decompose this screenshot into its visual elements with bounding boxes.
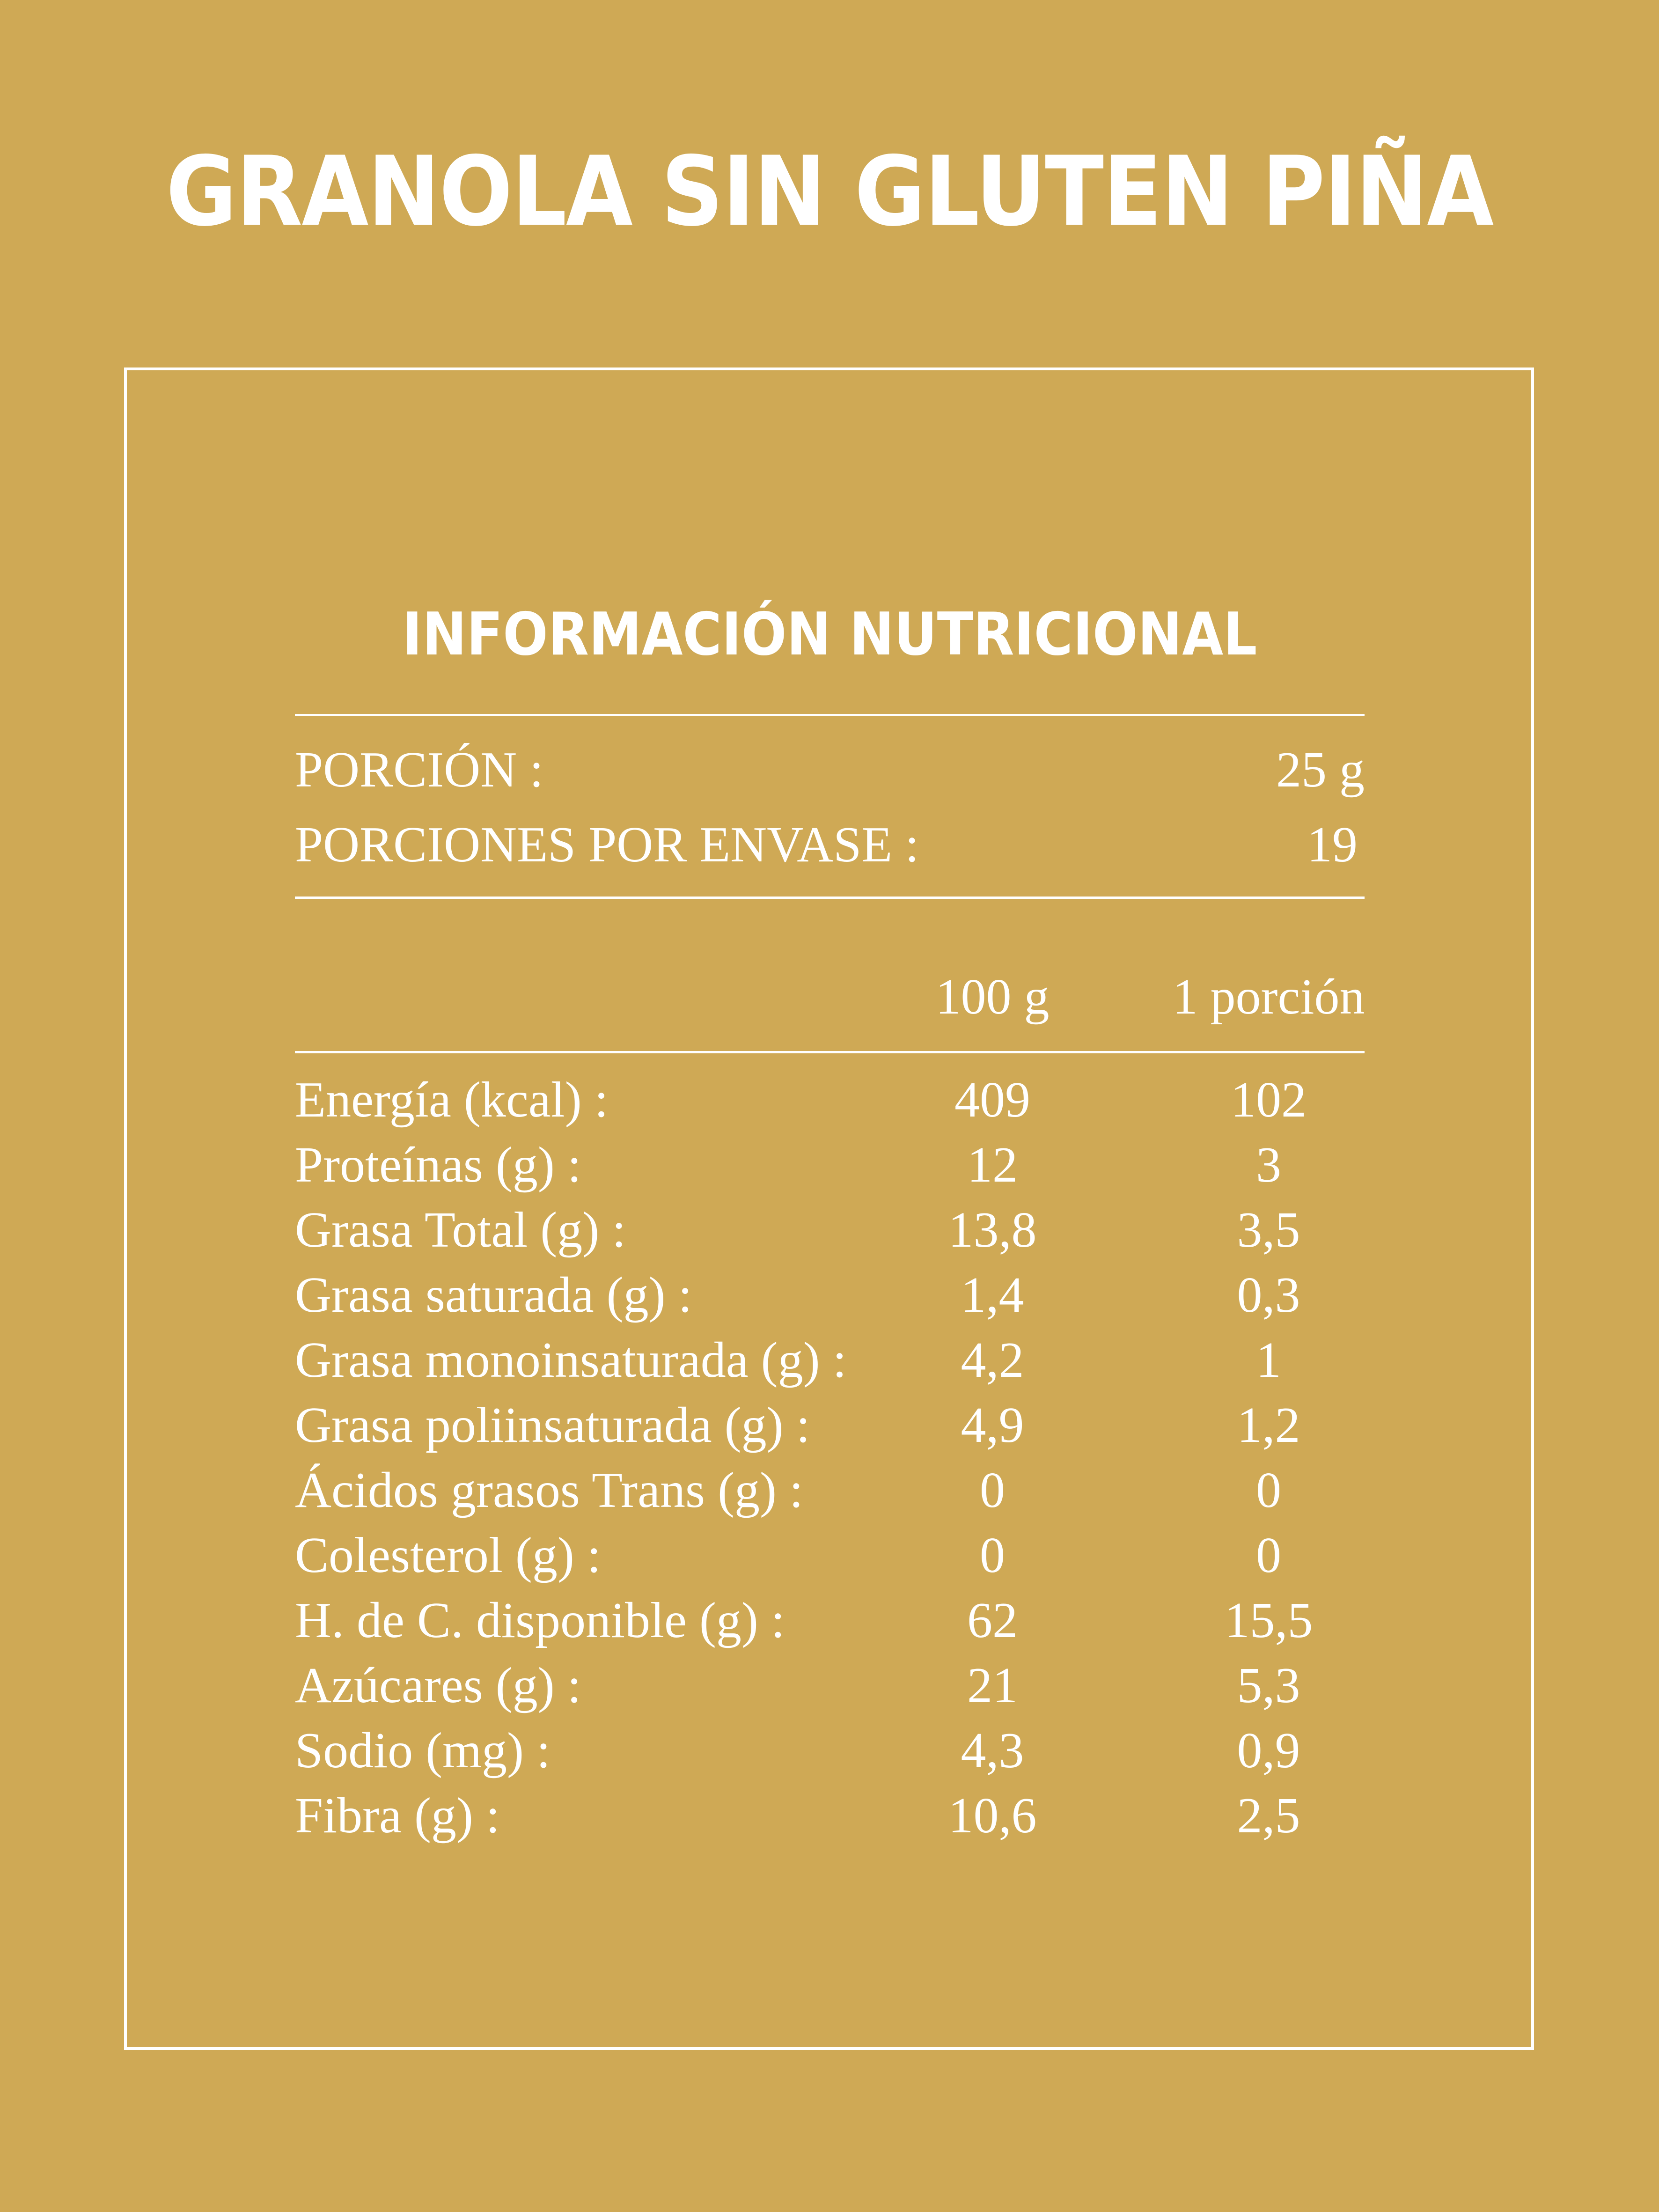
nutrient-value-per-portion: 3,5 [1237, 1202, 1300, 1258]
nutrient-value-per-portion: 0,9 [1237, 1723, 1300, 1778]
nutrient-value-per-portion: 15,5 [1224, 1593, 1313, 1648]
divider-header [295, 1051, 1365, 1053]
nutrition-heading: INFORMACIÓN NUTRICIONAL [402, 600, 1257, 669]
nutrient-row [0, 1653, 1659, 1719]
nutrient-value-per-100g: 4,9 [961, 1397, 1024, 1453]
column-header-per-portion: 1 porción [1172, 969, 1365, 1025]
nutrient-row [0, 1393, 1659, 1458]
servings-per-package-value: 19 [1307, 817, 1358, 873]
nutrient-label: Colesterol (g) : [295, 1528, 601, 1583]
nutrient-row [0, 1263, 1659, 1328]
nutrient-value-per-100g: 409 [954, 1072, 1030, 1128]
nutrient-label: Grasa Total (g) : [295, 1202, 626, 1258]
nutrient-label: Grasa poliinsaturada (g) : [295, 1397, 810, 1453]
column-header-per-100g: 100 g [935, 969, 1050, 1025]
nutrient-row [0, 1718, 1659, 1784]
nutrient-value-per-portion: 3 [1256, 1137, 1281, 1193]
nutrient-label: Grasa monoinsaturada (g) : [295, 1332, 847, 1388]
portion-value: 25 g [1276, 742, 1365, 798]
nutrient-label: Sodio (mg) : [295, 1723, 551, 1778]
nutrient-label: Fibra (g) : [295, 1788, 500, 1844]
nutrient-value-per-100g: 62 [967, 1593, 1018, 1648]
nutrient-value-per-100g: 1,4 [961, 1267, 1024, 1323]
servings-per-package-label: PORCIONES POR ENVASE : [295, 817, 919, 873]
nutrient-value-per-portion: 0 [1256, 1462, 1281, 1518]
nutrient-label: H. de C. disponible (g) : [295, 1593, 785, 1648]
nutrient-row [0, 1588, 1659, 1653]
nutrient-value-per-100g: 12 [967, 1137, 1018, 1193]
nutrient-value-per-portion: 1,2 [1237, 1397, 1300, 1453]
nutrient-value-per-100g: 21 [967, 1658, 1018, 1713]
nutrient-value-per-100g: 10,6 [948, 1788, 1037, 1844]
nutrient-value-per-100g: 0 [980, 1462, 1005, 1518]
nutrient-value-per-100g: 4,3 [961, 1723, 1024, 1778]
nutrient-row [0, 1523, 1659, 1588]
nutrient-label: Proteínas (g) : [295, 1137, 581, 1193]
portion-label: PORCIÓN : [295, 742, 544, 798]
nutrient-label: Grasa saturada (g) : [295, 1267, 692, 1323]
nutrient-row [0, 1783, 1659, 1849]
nutrient-value-per-portion: 0,3 [1237, 1267, 1300, 1323]
nutrient-value-per-portion: 5,3 [1237, 1658, 1300, 1713]
nutrient-label: Azúcares (g) : [295, 1658, 581, 1713]
nutrient-row [0, 1067, 1659, 1133]
nutrient-row [0, 1458, 1659, 1523]
nutrient-row [0, 1328, 1659, 1393]
nutrient-row [0, 1198, 1659, 1263]
nutrient-value-per-portion: 0 [1256, 1528, 1281, 1583]
nutrient-label: Energía (kcal) : [295, 1072, 609, 1128]
divider-middle [295, 897, 1365, 899]
nutrient-value-per-portion: 1 [1256, 1332, 1281, 1388]
nutrient-row [0, 1132, 1659, 1198]
product-title: GRANOLA SIN GLUTEN PIÑA [166, 136, 1493, 248]
nutrient-value-per-100g: 13,8 [948, 1202, 1037, 1258]
nutrient-value-per-portion: 2,5 [1237, 1788, 1300, 1844]
nutrient-value-per-portion: 102 [1231, 1072, 1307, 1128]
divider-top [295, 714, 1365, 716]
nutrient-value-per-100g: 0 [980, 1528, 1005, 1583]
nutrient-value-per-100g: 4,2 [961, 1332, 1024, 1388]
nutrient-label: Ácidos grasos Trans (g) : [295, 1462, 804, 1518]
